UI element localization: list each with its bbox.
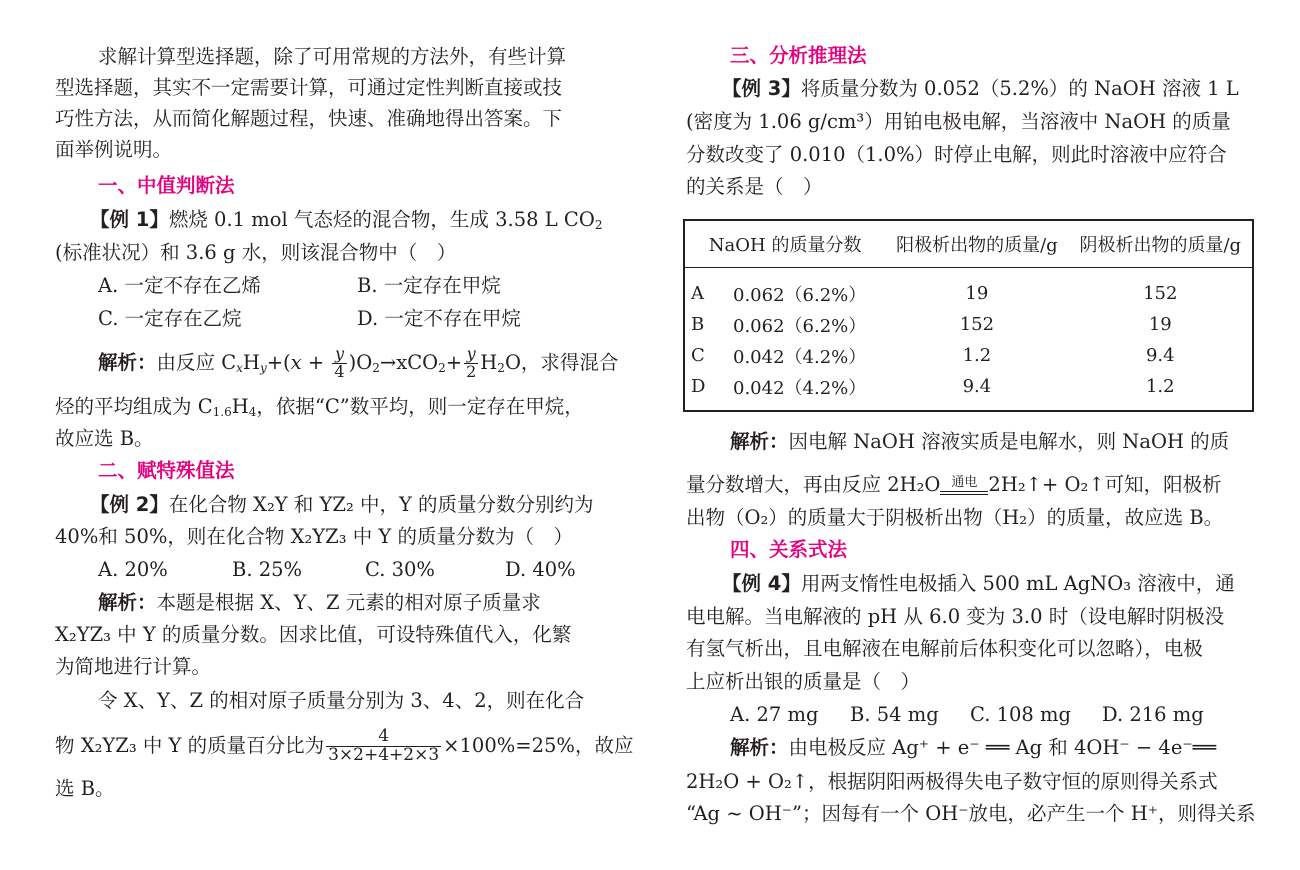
sub-y: y	[259, 361, 267, 375]
heading-median-method: 一、中值判断法	[98, 174, 235, 197]
example-2-option-d: D. 40%	[505, 558, 576, 581]
example-3-line-2: (密度为 1.06 g/cm³）用铂电极电解，当溶液中 NaOH 的质量	[686, 110, 1231, 133]
row-anode: 19	[965, 283, 989, 304]
h-symbol: H	[242, 351, 260, 374]
example-2-line-1	[90, 490, 594, 520]
table-row	[684, 371, 1253, 411]
co2-symbol: xCO	[396, 351, 439, 374]
sol1-l2-tail: ，依据“C”数平均，则一定存在甲烷，	[256, 395, 584, 418]
example-3-line-3: 分数改变了 0.010（1.0%）时停止电解，则此时溶液中应符合	[686, 143, 1227, 166]
solution-1-line-3: 故应选 B。	[55, 427, 154, 450]
row-fraction: 0.062（6.2%）	[733, 315, 867, 337]
example-3-tag: 【例 3】	[722, 77, 801, 100]
heading-analysis-method: 三、分析推理法	[730, 44, 867, 67]
percent-denominator: 3×2+4+2×3	[328, 745, 440, 765]
condition-label: 通电	[951, 474, 978, 490]
solution-1-label: 解析：	[98, 351, 157, 374]
electrolysis-results-table	[683, 219, 1254, 412]
solution-3-line-1	[730, 427, 1229, 457]
solution-2-line-4: 令 X、Y、Z 的相对原子质量分别为 3、4、2，则在化合	[98, 689, 585, 712]
solution-2-line-3: 为简地进行计算。	[55, 655, 212, 678]
example-4-option-b: B. 54 mg	[850, 703, 939, 726]
example-4-line-4: 上应析出银的质量是（ ）	[686, 670, 921, 693]
fraction-percent	[326, 728, 441, 765]
fraction-denominator-2: 2	[466, 362, 477, 381]
heading-relation-method: 四、关系式法	[730, 538, 848, 561]
example-2-text-1: 在化合物 X₂Y 和 YZ₂ 中，Y 的质量分数分别约为	[168, 493, 594, 516]
example-2-option-b: B. 25%	[232, 558, 303, 581]
solution-2-line-6: 选 B。	[55, 777, 115, 800]
example-3-text-1: 将质量分数为 0.052（5.2%）的 NaOH 溶液 1 L	[800, 77, 1239, 100]
intro-line-1: 求解计算型选择题，除了可用常规的方法外，有些计算	[98, 45, 567, 68]
example-4-line-3: 有氢气析出，且电解液在电解前后体积变化可以忽略），电极	[686, 637, 1203, 660]
solution-3-line-3: 出物（O₂）的质量大于阴极析出物（H₂）的质量，故应选 B。	[686, 506, 1224, 529]
example-4-option-a: A. 27 mg	[730, 703, 819, 726]
row-fraction: 0.062（6.2%）	[733, 284, 867, 306]
row-cathode: 1.2	[1145, 376, 1175, 397]
sol1-l2-csub: 1.6	[212, 405, 232, 419]
example-4-option-d: D. 216 mg	[1102, 703, 1204, 726]
table-header-row	[684, 220, 1253, 268]
h2o-symbol: H	[480, 351, 498, 374]
solution-2-line-5	[55, 723, 633, 769]
fraction-numerator: y	[334, 344, 345, 364]
solution-2-line-2: X₂YZ₃ 中 Y 的质量分数。因求比值，可设特殊值代入，化繁	[55, 623, 572, 646]
arrow-icon: →	[379, 351, 397, 374]
o2-subscript: 2	[372, 361, 380, 375]
sol3-l2-tail: 2H₂↑+ O₂↑可知，阳极析	[988, 473, 1222, 496]
sol1-l2-h: H	[231, 395, 249, 418]
example-2-line-2: 40%和 50%，则在化合物 X₂YZ₃ 中 Y 的质量分数为（ ）	[55, 525, 573, 548]
solution-2-text-1: 本题是根据 X、Y、Z 元素的相对原子质量求	[156, 591, 541, 614]
row-key: D	[691, 376, 706, 397]
solution-3-text-1: 因电解 NaOH 溶液实质是电解水，则 NaOH 的质	[788, 430, 1230, 453]
example-1-line-2: (标准状况）和 3.6 g 水，则该混合物中（ ）	[55, 241, 457, 264]
example-1-option-a: A. 一定不存在乙烯	[98, 274, 261, 297]
example-2-option-a: A. 20%	[98, 558, 168, 581]
column-header-naoh-fraction: NaOH 的质量分数	[684, 220, 885, 268]
row-anode: 1.2	[962, 345, 992, 366]
example-2-tag: 【例 2】	[90, 493, 169, 516]
example-1-tag: 【例 1】	[90, 208, 169, 231]
solution-4-label: 解析：	[730, 736, 789, 759]
open-paren: +(	[266, 351, 291, 374]
example-1-option-c: C. 一定存在乙烷	[98, 307, 242, 330]
row-cathode: 19	[1148, 314, 1172, 335]
var-x: x	[290, 351, 302, 374]
solution-4-line-2: 2H₂O + O₂↑，根据阴阳两极得失电子数守恒的原则得关系式	[686, 770, 1218, 793]
solution-1-text: 由反应 C	[156, 351, 237, 374]
plus-sign: +	[301, 351, 331, 374]
example-2-option-c: C. 30%	[365, 558, 435, 581]
example-4-line-1	[722, 569, 1235, 599]
column-header-cathode-mass: 阴极析出物的质量/g	[1069, 220, 1253, 268]
row-fraction: 0.042（4.2%）	[733, 346, 867, 368]
column-header-anode-mass: 阳极析出物的质量/g	[885, 220, 1068, 268]
row-cathode: 9.4	[1145, 345, 1175, 366]
double-line-icon	[940, 491, 988, 495]
percent-numerator: 4	[378, 726, 390, 747]
table-row	[684, 268, 1253, 310]
example-4-option-c: C. 108 mg	[970, 703, 1072, 726]
example-3-line-1	[722, 74, 1239, 104]
co2-subscript: 2	[594, 218, 603, 232]
sol1-l2-pre: 烃的平均组成为 C	[55, 395, 213, 418]
intro-line-2: 型选择题，其实不一定需要计算，可通过定性判断直接或技	[55, 76, 563, 99]
solution-2-line-1	[98, 588, 541, 618]
sol2-l5-tail: ×100%=25%，故应	[443, 734, 634, 757]
solution-1-tail: O，求得混合	[504, 351, 619, 374]
solution-4-text-1: 由电极反应 Ag⁺ + e⁻ ══ Ag 和 4OH⁻ − 4e⁻══	[788, 736, 1217, 759]
sol3-l2-pre: 量分数增大，再由反应 2H₂O	[686, 473, 941, 496]
example-1-text-1: 燃烧 0.1 mol 气态烃的混合物，生成 3.58 L CO	[168, 208, 595, 231]
h2o-sub: 2	[497, 361, 505, 375]
solution-1-line-2	[55, 392, 584, 422]
o2-symbol: )O	[348, 351, 373, 374]
example-4-line-2: 电电解。当电解液的 pH 从 6.0 变为 3.0 时（设电解时阴极没	[686, 605, 1225, 628]
example-3-line-4: 的关系是（ ）	[686, 175, 823, 198]
row-key: B	[691, 314, 705, 335]
fraction-y-over-2	[464, 346, 478, 381]
plus-sign-2: +	[445, 351, 463, 374]
row-fraction: 0.042（4.2%）	[733, 377, 867, 399]
sol2-l5-pre: 物 X₂YZ₃ 中 Y 的质量百分比为	[55, 734, 325, 757]
electrolysis-condition-sign	[940, 474, 988, 495]
fraction-numerator-2: y	[466, 344, 476, 364]
fraction-y-over-4	[332, 346, 346, 381]
table-row	[684, 340, 1253, 371]
row-key: C	[691, 345, 705, 366]
example-1-option-b: B. 一定存在甲烷	[357, 274, 501, 297]
fraction-denominator: 4	[334, 362, 345, 381]
solution-1-line-1	[98, 341, 618, 385]
intro-line-4: 面举例说明。	[55, 138, 173, 161]
solution-4-line-3: “Ag ~ OH⁻”；因每有一个 OH⁻放电，必产生一个 H⁺，则得关系	[686, 802, 1256, 825]
solution-3-line-2	[686, 467, 1222, 503]
solution-2-label: 解析：	[98, 591, 157, 614]
example-1-option-d: D. 一定不存在甲烷	[357, 307, 521, 330]
example-1-line-1	[90, 205, 602, 235]
intro-line-3: 巧性方法，从而简化解题过程，快速、准确地得出答案。下	[55, 107, 563, 130]
solution-4-line-1	[730, 733, 1216, 763]
row-cathode: 152	[1143, 283, 1178, 304]
row-key: A	[691, 283, 704, 304]
row-anode: 9.4	[962, 376, 992, 397]
solution-3-label: 解析：	[730, 430, 789, 453]
row-anode: 152	[959, 314, 995, 335]
sol1-l2-hsub: 4	[248, 405, 257, 419]
table-row	[684, 309, 1253, 340]
example-4-tag: 【例 4】	[722, 572, 801, 595]
example-4-text-1: 用两支惰性电极插入 500 mL AgNO₃ 溶液中，通	[800, 572, 1235, 595]
heading-special-value-method: 二、赋特殊值法	[98, 459, 235, 482]
co2-sub: 2	[438, 361, 446, 375]
sub-x: x	[236, 361, 243, 375]
